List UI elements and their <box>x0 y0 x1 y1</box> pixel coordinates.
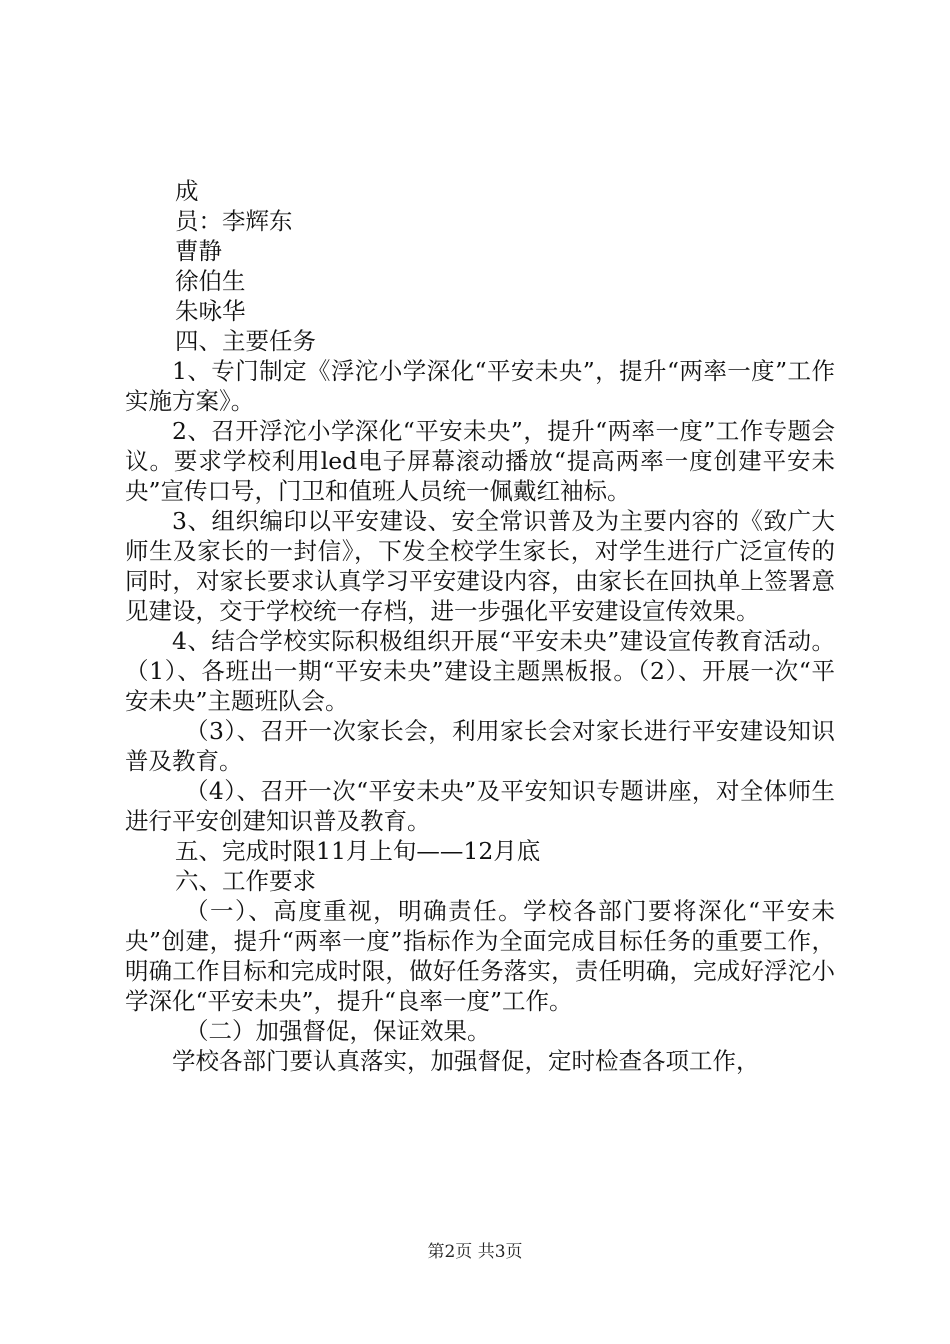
paragraph: （一）、高度重视，明确责任。学校各部门要将深化“平安未央”创建，提升“两率一度”指标作为全面完成目标任务的重要工作，明确工作目标和完成时限，做好任务落实，责任明确，完成好浮沱小学深化“平安未央”，提升“良率一度”工作。 <box>125 897 835 1015</box>
paragraph: 4、结合学校实际积极组织开展“平安未央”建设宣传教育活动。（1）、各班出一期“平安未央”建设主题黑板报。（2）、开展一次“平安未央”主题班队会。 <box>125 627 835 715</box>
text-line: 员：李辉东 <box>175 207 293 235</box>
paragraph: （二）加强督促，保证效果。 <box>185 1017 491 1045</box>
paragraph: 1、专门制定《浮沱小学深化“平安未央”，提升“两率一度”工作实施方案》。 <box>125 357 835 415</box>
paragraph: 3、组织编印以平安建设、安全常识普及为主要内容的《致广大师生及家长的一封信》，下发全校学生家长，对学生进行广泛宣传的同时，对家长要求认真学习平安建设内容，由家长在回执单上签署意见建设，交于学校统一存档，进一步强化平安建设宣传效果。 <box>125 507 835 625</box>
paragraph: （3）、召开一次家长会，利用家长会对家长进行平安建设知识普及教育。 <box>125 717 835 775</box>
text-line: 成 <box>175 177 199 205</box>
section-heading: 五、完成时限11月上旬——12月底 <box>175 837 541 865</box>
section-heading: 四、主要任务 <box>175 327 316 355</box>
paragraph: 学校各部门要认真落实，加强督促，定时检查各项工作， <box>172 1047 760 1075</box>
text-line: 曹静 <box>175 237 222 265</box>
text-line: 朱咏华 <box>175 297 246 325</box>
paragraph: 2、召开浮沱小学深化“平安未央”，提升“两率一度”工作专题会议。要求学校利用led电子屏幕滚动播放“提高两率一度创建平安未央”宣传口号，门卫和值班人员统一佩戴红袖标。 <box>125 417 835 505</box>
section-heading: 六、工作要求 <box>175 867 316 895</box>
paragraph: （4）、召开一次“平安未央”及平安知识专题讲座，对全体师生进行平安创建知识普及教育。 <box>125 777 835 835</box>
text-line: 徐伯生 <box>175 267 246 295</box>
page-footer: 第2页 共3页 <box>427 1242 523 1262</box>
document-body <box>125 176 835 1076</box>
